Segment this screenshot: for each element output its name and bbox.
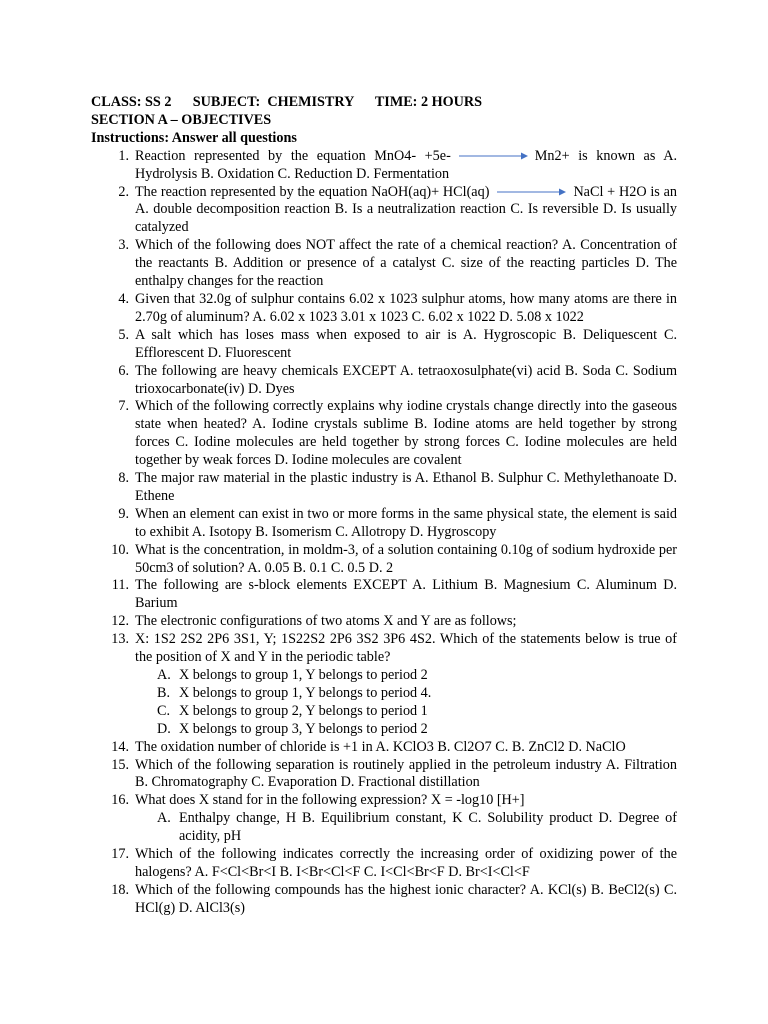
question-number: 16.: [111, 792, 129, 809]
question-number: 10.: [111, 541, 129, 558]
question-text: The following are s-block elements EXCEPT A. Lithium B. Magnesium C. Aluminum D. Barium: [135, 577, 677, 612]
question-text-before-arrow: Reaction represented by the equation MnO4- +5e-: [135, 147, 451, 164]
question-text: Which of the following correctly explains why iodine crystals change directly into the gaseous state when heated? A. Iodine crystals sublime B. Iodine atoms are held together by strong forces C. Iodine molecules are held together by strong forces C. Iodine molecules are held together by weak forces D. Iodine molecules are covalent: [135, 398, 677, 469]
question-text: Which of the following indicates correctly the increasing order of oxidizing power of the halogens? A. F<Cl<Br<I B. I<Br<Cl<F C. I<Cl<Br<F D. Br<I<Cl<F: [135, 846, 677, 880]
option-letter: D.: [157, 720, 171, 737]
question-number: 9.: [118, 505, 129, 522]
question-body: [135, 291, 677, 327]
question-number: 3.: [118, 237, 129, 254]
question-item: [91, 470, 677, 506]
question-item: [91, 148, 677, 184]
question-number: 4.: [118, 290, 129, 307]
question-item: [91, 506, 677, 542]
question-number: 6.: [118, 362, 129, 379]
header-class-subject-time: CLASS: SS 2 SUBJECT: CHEMISTRY TIME: 2 HOURS: [91, 94, 483, 110]
question-item: [91, 882, 677, 918]
question-item: [91, 542, 677, 578]
option-item: [157, 810, 677, 846]
question-text: The oxidation number of chloride is +1 in A. KClO3 B. Cl2O7 C. B. ZnCl2 D. NaClO: [135, 738, 626, 755]
question-text-after-arrow: NaCl + H2O is an A. double decomposition reaction B. Is a neutralization reaction C. Is reversible D. Is usually catalyzed: [135, 183, 678, 236]
reaction-arrow-icon: [495, 187, 567, 197]
question-item: [91, 739, 677, 757]
option-list: [135, 810, 677, 846]
question-text: When an element can exist in two or more forms in the same physical state, the element is said to exhibit A. Isotopy B. Isomerism C. Allotropy D. Hygroscopy: [135, 505, 677, 540]
question-body: [135, 363, 677, 399]
question-number: 15.: [111, 756, 129, 773]
question-text: The electronic configurations of two atoms X and Y are as follows;: [135, 613, 517, 630]
question-item: [91, 631, 677, 738]
question-number: 13.: [111, 631, 129, 648]
question-text: Which of the following does NOT affect the rate of a chemical reaction? A. Concentration of the reactants B. Addition or presence of a catalyst C. size of the reacting particles D. The enthalpy changes for the reaction: [135, 237, 677, 290]
question-number: 5.: [118, 326, 129, 343]
question-text: X: 1S2 2S2 2P6 3S1, Y; 1S22S2 2P6 3S2 3P6 4S2. Which of the statements below is true of the position of X and Y in the periodic table?: [135, 631, 677, 666]
question-text: Which of the following compounds has the highest ionic character? A. KCl(s) B. BeCl2(s) C. HCl(g) D. AlCl3(s): [135, 881, 677, 916]
question-body: [135, 542, 677, 578]
instructions: Instructions: Answer all questions: [91, 129, 297, 146]
question-number: 17.: [111, 846, 129, 863]
option-item: [157, 703, 677, 721]
option-text: X belongs to group 1, Y belongs to period 4.: [179, 684, 432, 701]
question-item: [91, 237, 677, 291]
question-number: 11.: [111, 577, 129, 594]
question-body: [135, 613, 677, 631]
question-text: Which of the following separation is routinely applied in the petroleum industry A. Filtration B. Chromatography C. Evaporation D. Fractional distillation: [135, 756, 677, 791]
question-body: [135, 148, 677, 184]
question-body: [135, 792, 677, 846]
section-title: SECTION A – OBJECTIVES: [91, 111, 272, 128]
option-letter: A.: [157, 667, 171, 683]
question-item: [91, 613, 677, 631]
question-number: 8.: [118, 470, 129, 487]
option-text: X belongs to group 1, Y belongs to period 2: [179, 667, 428, 683]
question-list: [91, 148, 677, 918]
question-body: [135, 506, 677, 542]
question-body: [135, 398, 677, 470]
question-item: [91, 398, 677, 470]
question-item: [91, 184, 677, 238]
question-number: 12.: [111, 613, 129, 630]
question-body: [135, 184, 677, 238]
option-text: X belongs to group 2, Y belongs to period 1: [179, 702, 428, 719]
question-body: [135, 470, 677, 506]
question-body: [135, 631, 677, 738]
question-item: [91, 846, 677, 882]
question-text-after-arrow: Mn2+ is known as A. Hydrolysis B. Oxidation C. Reduction D. Fermentation: [135, 147, 677, 182]
option-list: [135, 667, 677, 739]
option-letter: A.: [157, 810, 171, 827]
option-letter: C.: [157, 702, 171, 719]
question-item: [91, 577, 677, 613]
question-text: The major raw material in the plastic industry is A. Ethanol B. Sulphur C. Methylethanoate D. Ethene: [135, 470, 677, 504]
question-body: [135, 739, 677, 757]
question-number: 1.: [118, 147, 129, 164]
option-text: Enthalpy change, H B. Equilibrium constant, K C. Solubility product D. Degree of acidity, pH: [179, 810, 677, 845]
option-item: [157, 721, 677, 739]
question-text: What is the concentration, in moldm-3, of a solution containing 0.10g of sodium hydroxide per 50cm3 of solution? A. 0.05 B. 0.1 C. 0.5 D. 2: [135, 541, 677, 576]
option-text: X belongs to group 3, Y belongs to period 2: [179, 720, 428, 737]
question-number: 18.: [111, 881, 129, 898]
question-body: [135, 327, 677, 363]
option-letter: B.: [157, 684, 171, 701]
question-item: [91, 363, 677, 399]
question-text: What does X stand for in the following expression? X = -log10 [H+]: [135, 792, 525, 809]
question-item: [91, 757, 677, 793]
question-body: [135, 846, 677, 882]
question-text: The following are heavy chemicals EXCEPT A. tetraoxosulphate(vi) acid B. Soda C. Sodium trioxocarbonate(iv) D. Dyes: [135, 362, 677, 397]
question-item: [91, 291, 677, 327]
option-item: [157, 685, 677, 703]
question-body: [135, 577, 677, 613]
question-number: 7.: [118, 398, 129, 415]
question-text: Given that 32.0g of sulphur contains 6.02 x 1023 sulphur atoms, how many atoms are there in 2.70g of aluminum? A. 6.02 x 1023 3.01 x 1023 C. 6.02 x 1022 D. 5.08 x 1022: [135, 290, 677, 325]
question-number: 2.: [118, 183, 129, 200]
question-text-before-arrow: The reaction represented by the equation NaOH(aq)+ HCl(aq): [135, 183, 490, 200]
question-text: A salt which has loses mass when exposed to air is A. Hygroscopic B. Deliquescent C. Efflorescent D. Fluorescent: [135, 326, 677, 361]
question-item: [91, 327, 677, 363]
question-item: [91, 792, 677, 846]
question-body: [135, 237, 677, 291]
question-body: [135, 882, 677, 918]
question-number: 14.: [111, 738, 129, 755]
question-body: [135, 757, 677, 793]
option-item: [157, 667, 677, 685]
reaction-arrow-icon: [457, 151, 529, 161]
